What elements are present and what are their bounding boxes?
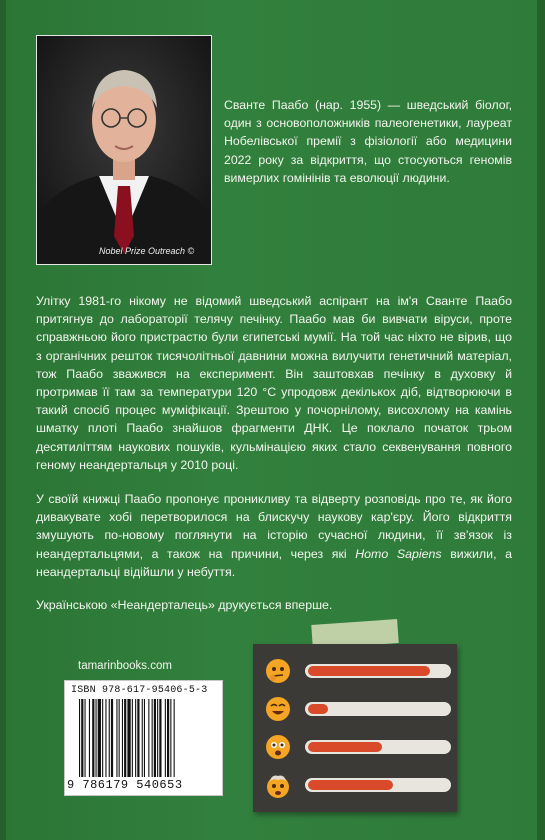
barcode-bar: [165, 699, 166, 777]
barcode-digits: 9 786179 540653: [67, 778, 183, 792]
meter-fill: [308, 742, 382, 752]
thinking-face-icon: [265, 658, 291, 684]
barcode-bar: [159, 699, 161, 777]
publisher-website: tamarinbooks.com: [78, 660, 172, 672]
author-photo: [36, 35, 212, 265]
barcode-bar: [105, 699, 106, 777]
barcode-bar: [122, 699, 123, 777]
description-paragraph-1: Улітку 1981-го нікому не відомий шведський аспірант на ім'я Сванте Паабо притягнув до лабораторії телячу печінку. Паабо мав би вивчати віруси, проте справжньою його пристрастю були єгипетські мумії. На той час ніхто не вірив, що з органічних решток тисячолітньої давнини можна вилучити генетичний матеріал, тож Паабо зважився на експеримент. Він заштовхав печінку в духовку й протримав її там за температури 120 °C упродовж декількох діб, відтворюючи в такий спосіб процес муміфікації. Зрештою у почорнілому, висохлому на камінь шматку плоті Паабо знайшов фрагменти ДНК. Це поклало початок трьом десятиліттям наукових пошуків, кульмінацією яких стало секвенування повного геному неандертальця у 2010 році.: [36, 294, 512, 472]
barcode-bar: [102, 699, 103, 777]
paragraph-2-text-end: вижили, а неандертальці відійшли у небуття.: [36, 546, 512, 579]
barcode-bar: [167, 699, 169, 777]
meter-fill: [308, 780, 393, 790]
barcode-bar: [154, 699, 156, 777]
barcode-bar: [152, 699, 153, 777]
meter-row: [265, 658, 445, 684]
barcode-bar: [89, 699, 90, 777]
meter-track: [305, 778, 451, 792]
barcode-bar: [144, 699, 145, 777]
meter-track: [305, 702, 451, 716]
barcode-bar: [148, 699, 149, 777]
cover-edge-right: [537, 0, 545, 840]
barcode-bar: [116, 699, 117, 777]
barcode-bar: [142, 699, 143, 777]
barcode-bar: [127, 699, 130, 777]
barcode-bars: [79, 699, 209, 777]
rating-board: [253, 644, 457, 812]
barcode-bar: [137, 699, 139, 777]
mind-blown-face-icon: [265, 772, 291, 798]
barcode-bar: [124, 699, 126, 777]
barcode-bar: [157, 699, 158, 777]
photo-credit: Nobel Prize Outreach ©: [99, 246, 195, 256]
barcode-bar: [81, 699, 83, 777]
barcode-bar: [132, 699, 133, 777]
meter-fill: [308, 666, 430, 676]
meter-row: [265, 772, 445, 798]
barcode-box: [64, 680, 223, 796]
meter-track: [305, 740, 451, 754]
meter-row: [265, 696, 445, 722]
barcode-bar: [85, 699, 86, 777]
barcode-bar: [111, 699, 113, 777]
description-paragraph-3: Українською «Неандерталець» друкується вперше.: [36, 598, 333, 612]
surprised-face-icon: [265, 734, 291, 760]
author-bio: Сванте Паабо (нар. 1955) — шведський біолог, один з основоположників палеогенетики, лауреат Нобелівської премії з фізіології або медицини 2022 року за відкриття, що стосуються геномів вимерлих гомінінів та еволюції людини.: [224, 98, 512, 185]
barcode-bar: [174, 699, 175, 777]
description-paragraph-2: [36, 490, 512, 581]
barcode-bar: [79, 699, 80, 777]
barcode-bar: [170, 699, 171, 777]
cover-edge-left: [0, 0, 6, 840]
meter-row: [265, 734, 445, 760]
isbn-label: ISBN 978-617-95406-5-3: [71, 685, 208, 696]
species-name: Homo Sapiens: [355, 546, 442, 561]
barcode-bar: [135, 699, 136, 777]
barcode-bar: [92, 699, 94, 777]
barcode-bar: [109, 699, 110, 777]
paragraph-2-text-start: У своїй книжці Паабо пропонує проникливу та відверту розповідь про те, як його дивакувате хобі перетворилося на блискучу наукову кар'єру. Його відкриття змушують по-новому поглянути на історію сучасної людини, її зв'язок із неандертальцями, а також на причини, через які: [36, 492, 512, 561]
meter-fill: [308, 704, 328, 714]
smiling-face-icon: [265, 696, 291, 722]
barcode-bar: [96, 699, 97, 777]
meter-track: [305, 664, 451, 678]
barcode-bar: [98, 699, 101, 777]
barcode-bar: [119, 699, 120, 777]
